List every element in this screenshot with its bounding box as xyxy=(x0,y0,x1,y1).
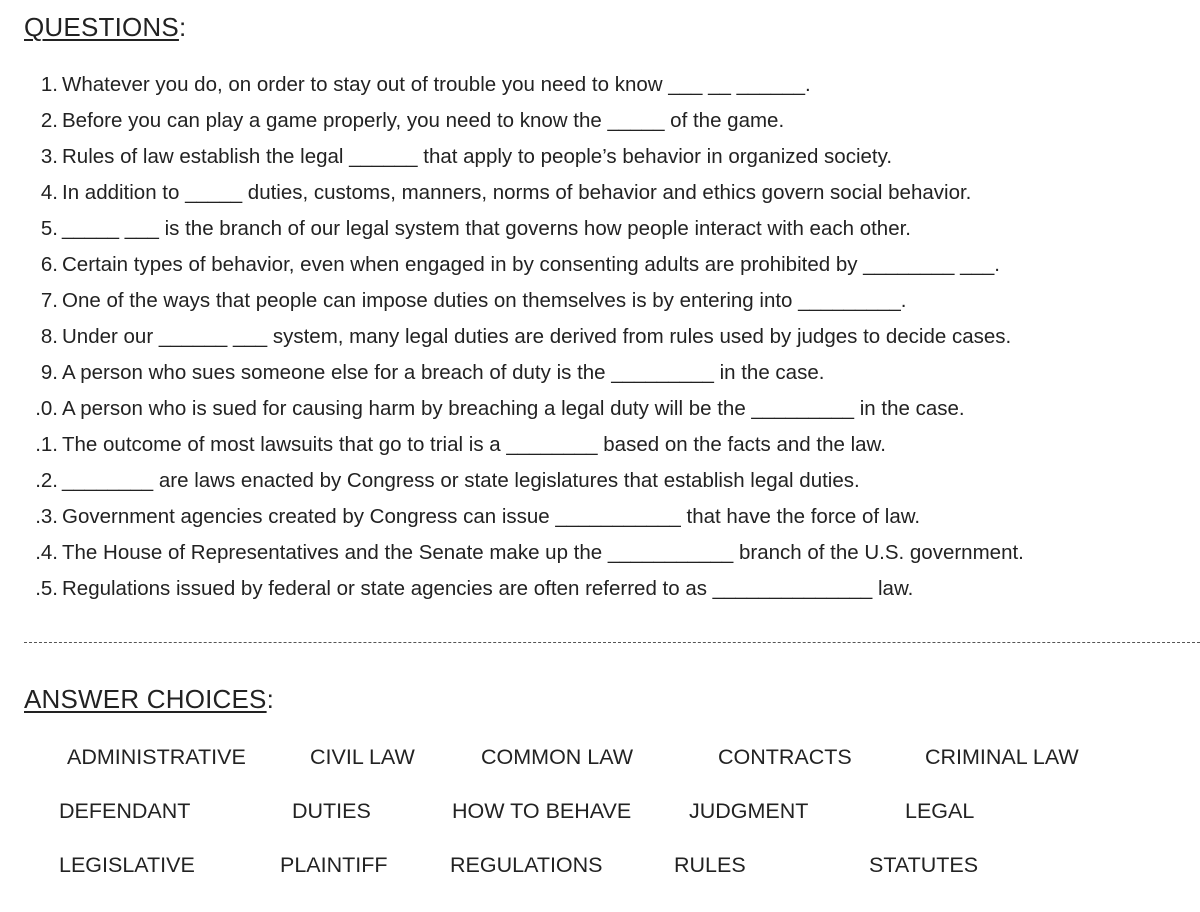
question-number: .2. xyxy=(35,469,58,492)
question-item xyxy=(0,250,1200,280)
question-item xyxy=(0,430,1200,460)
question-number: .1. xyxy=(35,433,58,456)
answer-choice: ADMINISTRATIVE xyxy=(67,745,246,769)
answer-choices-heading-label: ANSWER CHOICES xyxy=(24,684,267,714)
question-item xyxy=(0,502,1200,532)
answer-choice: LEGAL xyxy=(905,799,975,823)
question-item xyxy=(0,70,1200,100)
answer-choices-heading xyxy=(24,684,274,715)
question-item xyxy=(0,574,1200,604)
answer-choices-heading-colon: : xyxy=(266,684,275,714)
question-text: _____ ___ is the branch of our legal system that governs how people interact with each other. xyxy=(62,217,911,240)
question-number: .5. xyxy=(35,577,58,600)
question-text: Under our ______ ___ system, many legal duties are derived from rules used by judges to decide cases. xyxy=(62,325,1012,348)
question-text: Rules of law establish the legal ______ that apply to people’s behavior in organized society. xyxy=(62,145,893,168)
section-divider xyxy=(24,642,1200,643)
question-number: 1. xyxy=(40,73,58,96)
question-item xyxy=(0,142,1200,172)
answer-choice: STATUTES xyxy=(869,853,979,877)
answer-choice: JUDGMENT xyxy=(689,799,809,823)
questions-heading-colon: : xyxy=(178,12,187,42)
question-number: .4. xyxy=(35,541,58,564)
answer-choice: LEGISLATIVE xyxy=(59,853,195,877)
question-item xyxy=(0,178,1200,208)
question-number: 8. xyxy=(40,325,58,348)
questions-heading-label: QUESTIONS xyxy=(24,12,179,42)
question-item xyxy=(0,358,1200,388)
questions-heading xyxy=(24,12,186,43)
question-text: The outcome of most lawsuits that go to trial is a ________ based on the facts and the law. xyxy=(62,433,886,456)
question-number: 5. xyxy=(40,217,58,240)
answer-choice: DUTIES xyxy=(292,799,371,823)
question-text: ________ are laws enacted by Congress or state legislatures that establish legal duties. xyxy=(62,469,860,492)
question-text: The House of Representatives and the Senate make up the ___________ branch of the U.S. government. xyxy=(62,541,1024,564)
question-number: 2. xyxy=(40,109,58,132)
question-text: In addition to _____ duties, customs, manners, norms of behavior and ethics govern social behavior. xyxy=(62,181,972,204)
question-text: Certain types of behavior, even when engaged in by consenting adults are prohibited by ________ ___. xyxy=(62,253,1000,276)
question-number: 9. xyxy=(40,361,58,384)
question-text: Before you can play a game properly, you need to know the _____ of the game. xyxy=(62,109,785,132)
question-item xyxy=(0,322,1200,352)
answer-choice: CONTRACTS xyxy=(718,745,852,769)
question-text: Whatever you do, on order to stay out of trouble you need to know ___ __ ______. xyxy=(62,73,811,96)
question-item xyxy=(0,106,1200,136)
question-number: .3. xyxy=(35,505,58,528)
question-number: .0. xyxy=(35,397,58,420)
answer-choice: DEFENDANT xyxy=(59,799,191,823)
answer-choice: CIVIL LAW xyxy=(310,745,415,769)
answer-choice: COMMON LAW xyxy=(481,745,634,769)
question-number: 3. xyxy=(40,145,58,168)
answer-choice: PLAINTIFF xyxy=(280,853,388,877)
question-number: 7. xyxy=(40,289,58,312)
answer-choice: CRIMINAL LAW xyxy=(925,745,1079,769)
question-item xyxy=(0,286,1200,316)
question-item xyxy=(0,214,1200,244)
answer-choice: REGULATIONS xyxy=(450,853,603,877)
question-text: Government agencies created by Congress can issue ___________ that have the force of law. xyxy=(62,505,921,528)
question-item xyxy=(0,394,1200,424)
question-text: A person who is sued for causing harm by breaching a legal duty will be the _________ in the case. xyxy=(62,397,965,420)
question-number: 4. xyxy=(40,181,58,204)
question-item xyxy=(0,538,1200,568)
answer-choice: RULES xyxy=(674,853,746,877)
question-text: One of the ways that people can impose duties on themselves is by entering into _________. xyxy=(62,289,907,312)
answer-choice: HOW TO BEHAVE xyxy=(452,799,632,823)
question-text: A person who sues someone else for a breach of duty is the _________ in the case. xyxy=(62,361,825,384)
question-text: Regulations issued by federal or state agencies are often referred to as ______________ law. xyxy=(62,577,914,600)
question-item xyxy=(0,466,1200,496)
question-number: 6. xyxy=(40,253,58,276)
